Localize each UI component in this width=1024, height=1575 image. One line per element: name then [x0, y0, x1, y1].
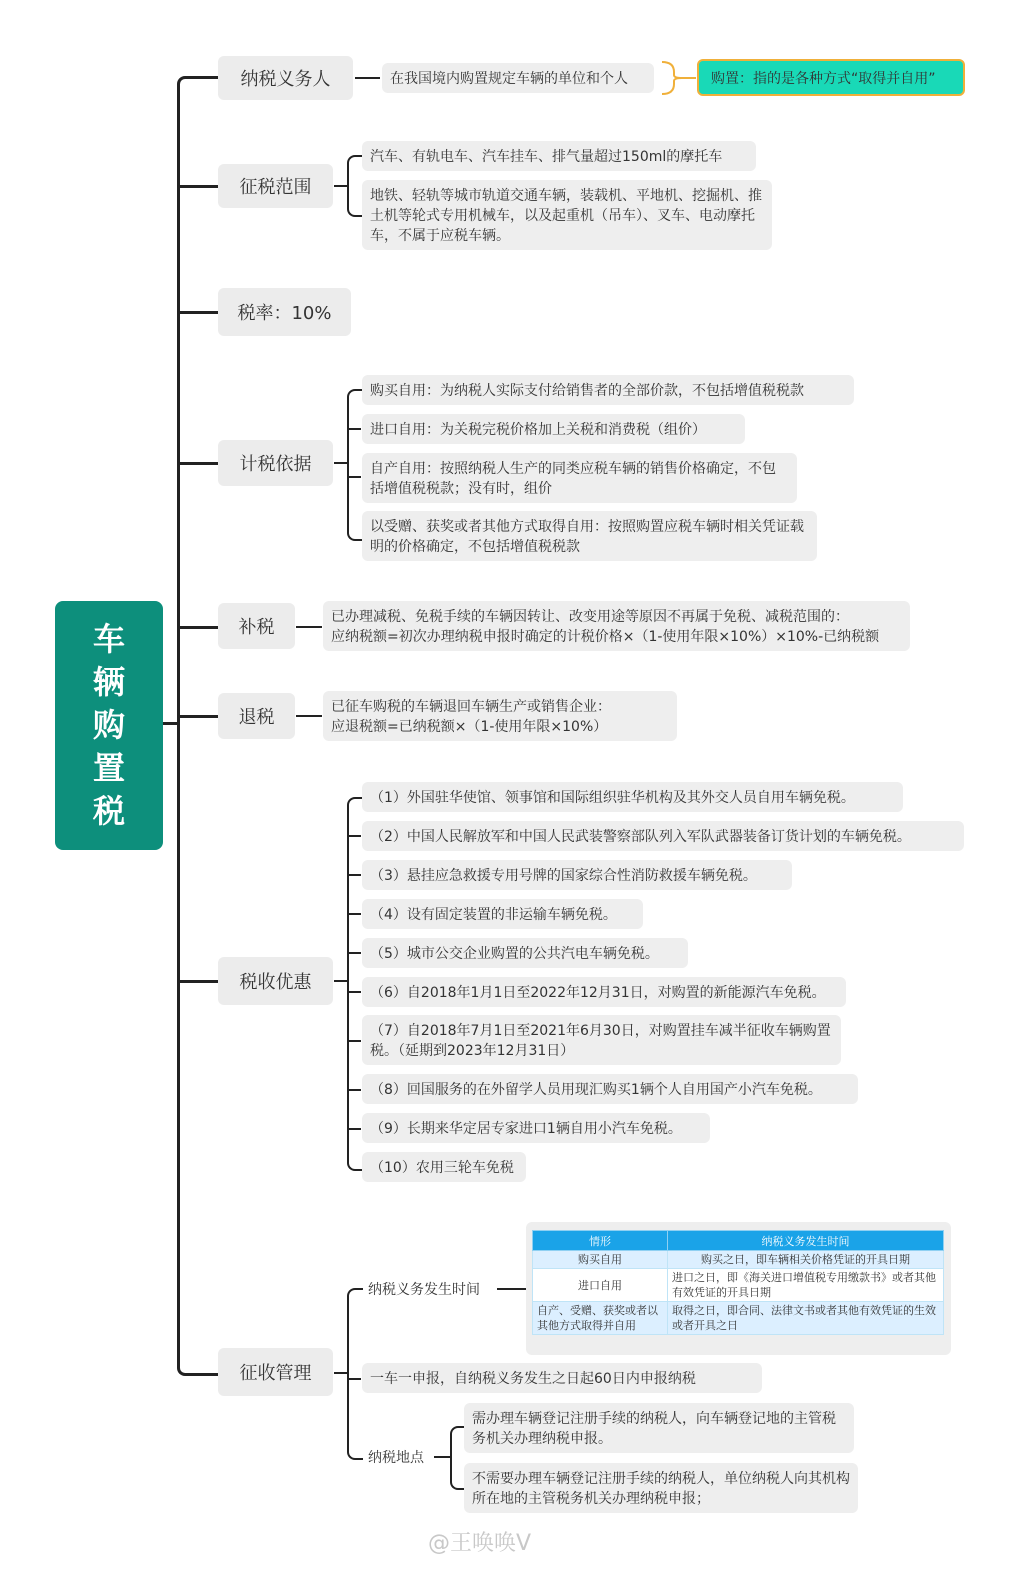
bracket [347, 389, 363, 541]
refund-formula [323, 691, 677, 741]
category-scope: 征税范围 [218, 164, 333, 208]
connector [334, 980, 348, 982]
connector [355, 77, 380, 79]
category-preferential: 税收优惠 [218, 957, 333, 1005]
category-refund: 退税 [218, 693, 295, 739]
brace-connector [660, 60, 698, 96]
preferential-item: （3）悬挂应急救援专用号牌的国家综合性消防救援车辆免税。 [362, 860, 792, 890]
root-char: 车 [92, 620, 125, 658]
taxpayer-desc: 在我国境内购置规定车辆的单位和个人 [382, 63, 654, 93]
connector [180, 462, 218, 465]
connector [349, 952, 361, 954]
connector [180, 185, 218, 188]
connector [334, 185, 348, 187]
preferential-item: （10）农用三轮车免税 [362, 1152, 526, 1182]
basis-item: 购买自用：为纳税人实际支付给销售者的全部价款，不包括增值税税款 [362, 375, 854, 405]
table-row: 进口自用 进口之日，即《海关进口增值税专用缴款书》或者其他有效凭证的开具日期 [533, 1269, 944, 1302]
timing-table-card [526, 1222, 951, 1355]
connector [349, 913, 361, 915]
preferential-item: （5）城市公交企业购置的公共汽电车辆免税。 [362, 938, 688, 968]
connector [349, 835, 361, 837]
category-taxpayer: 纳税义务人 [218, 56, 353, 100]
connector [497, 1288, 526, 1290]
connector [349, 1378, 361, 1380]
filing-rule: 一车一申报，自纳税义务发生之日起60日内申报纳税 [362, 1363, 762, 1393]
connector [349, 874, 361, 876]
scope-item: 地铁、轻轨等城市轨道交通车辆，装载机、平地机、挖掘机、推土机等轮式专用机械车，以及起重机（吊车）、叉车、电动摩托车，不属于应税车辆。 [362, 180, 772, 250]
category-administration: 征收管理 [218, 1348, 333, 1396]
supplement-line: 已办理减税、免税手续的车辆因转让、改变用途等原因不再属于免税、减税范围的： [331, 609, 849, 625]
connector [180, 980, 218, 983]
connector [349, 1040, 361, 1042]
watermark: @王唤唤V [428, 1531, 532, 1556]
category-rate: 税率：10% [218, 288, 351, 336]
root-char: 置 [92, 749, 125, 787]
root-node [55, 601, 163, 850]
bracket [347, 1288, 363, 1460]
refund-line: 已征车购税的车辆退回车辆生产或销售企业： [331, 699, 611, 715]
refund-line: 应退税额=已纳税额×（1-使用年限×10%） [331, 719, 608, 735]
connector [296, 715, 322, 717]
preferential-item: （9）长期来华定居专家进口1辆自用小汽车免税。 [362, 1113, 710, 1143]
root-char: 辆 [92, 663, 125, 701]
table-header: 情形 [533, 1231, 668, 1251]
table-row: 购买自用 购买之日，即车辆相关价格凭证的开具日期 [533, 1251, 944, 1269]
table-row: 自产、受赠、获奖或者以其他方式取得并自用 取得之日，即合同、法律文书或者其他有效凭证的生效或者开具之日 [533, 1302, 944, 1335]
main-spine [177, 76, 220, 1376]
connector [349, 428, 361, 430]
basis-item: 自产自用：按照纳税人生产的同类应税车辆的销售价格确定，不包括增值税税款；没有时，组价 [362, 453, 797, 503]
preferential-item: （4）设有固定装置的非运输车辆免税。 [362, 899, 643, 929]
connector [349, 1128, 361, 1130]
connector [334, 462, 348, 464]
timing-table [532, 1230, 944, 1335]
supplement-line: 应纳税额=初次办理纳税申报时确定的计税价格×（1-使用年限×10%）×10%-已纳税额 [331, 629, 880, 645]
connector [349, 1089, 361, 1091]
preferential-item: （2）中国人民解放军和中国人民武装警察部队列入军队武器装备订货计划的车辆免税。 [362, 821, 964, 851]
connector [349, 991, 361, 993]
place-label: 纳税地点 [368, 1450, 424, 1466]
table-header: 纳税义务发生时间 [668, 1231, 944, 1251]
connector [180, 715, 218, 718]
bracket [347, 797, 363, 1171]
preferential-item: （7）自2018年7月1日至2021年6月30日，对购置挂车减半征收车辆购置税。（延期到2023年12月31日） [362, 1015, 841, 1065]
place-item: 不需要办理车辆登记注册手续的纳税人，单位纳税人向其机构所在地的主管税务机关办理纳税申报； [464, 1463, 858, 1513]
root-char: 购 [92, 706, 125, 744]
scope-item: 汽车、有轨电车、汽车挂车、排气量超过150ml的摩托车 [362, 141, 756, 171]
bracket [347, 155, 363, 217]
category-basis: 计税依据 [218, 440, 333, 486]
basis-item: 以受赠、获奖或者其他方式取得自用：按照购置应税车辆时相关凭证载明的价格确定，不包括增值税税款 [362, 511, 817, 561]
connector [434, 1456, 450, 1458]
preferential-item: （6）自2018年1月1日至2022年12月31日，对购置的新能源汽车免税。 [362, 977, 846, 1007]
connector [334, 1372, 348, 1374]
place-item: 需办理车辆登记注册手续的纳税人，向车辆登记地的主管税务机关办理纳税申报。 [464, 1403, 854, 1453]
connector [180, 311, 218, 314]
category-supplement: 补税 [218, 603, 295, 649]
preferential-item: （8）回国服务的在外留学人员用现汇购买1辆个人自用国产小汽车免税。 [362, 1074, 858, 1104]
purchase-definition-note: 购置：指的是各种方式“取得并自用” [697, 59, 965, 96]
basis-item: 进口自用：为关税完税价格加上关税和消费税（组价） [362, 414, 745, 444]
root-char: 税 [92, 792, 125, 830]
connector [349, 476, 361, 478]
connector [296, 626, 322, 628]
timing-label: 纳税义务发生时间 [368, 1282, 480, 1298]
connector [180, 626, 218, 629]
supplement-formula [323, 601, 910, 651]
preferential-item: （1）外国驻华使馆、领事馆和国际组织驻华机构及其外交人员自用车辆免税。 [362, 782, 903, 812]
